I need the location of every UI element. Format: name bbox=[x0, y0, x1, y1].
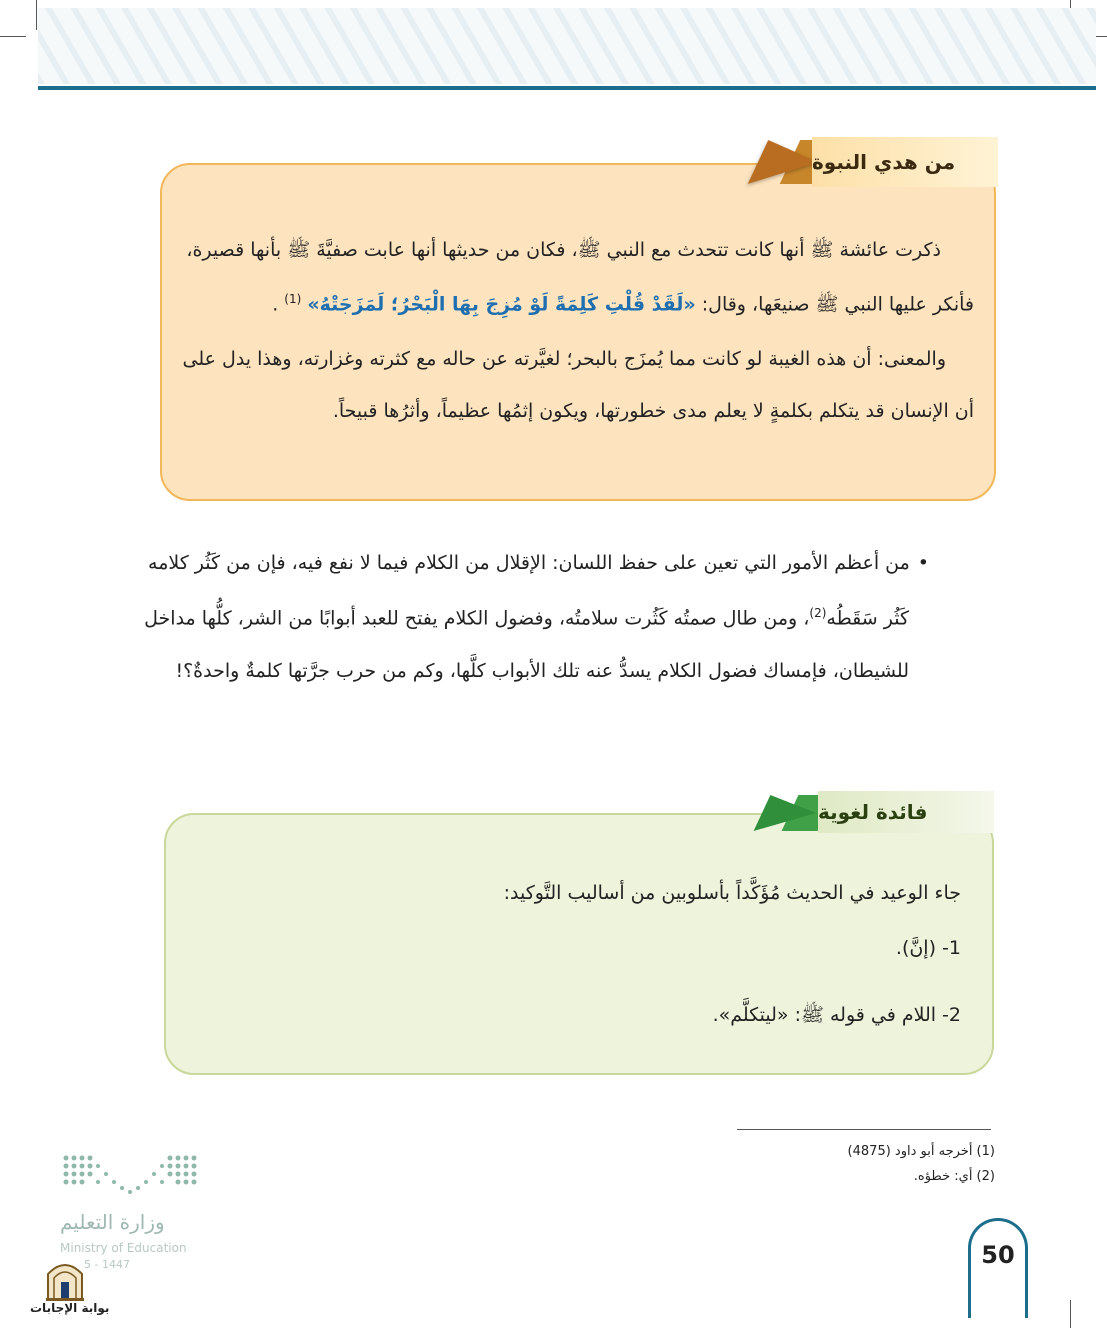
crop-mark bbox=[36, 0, 37, 30]
text-line bbox=[272, 292, 974, 320]
header-pattern bbox=[38, 8, 1096, 84]
hadith-quote: «لَقَدْ قُلْتِ كَلِمَةً لَوْ مُزِجَ بِهَا الْبَحْرُ؛ لَمَزَجَتْهُ» bbox=[307, 293, 696, 316]
ministry-name-en: Ministry of Education bbox=[60, 1241, 187, 1255]
crop-mark bbox=[0, 36, 26, 37]
ministry-year: 5 - 1447 bbox=[84, 1258, 130, 1271]
portal-name: بوابة الإجابات bbox=[30, 1301, 110, 1315]
footnote: (2) أي: خطؤه. bbox=[913, 1169, 995, 1184]
footnote-ref: (1) bbox=[284, 292, 302, 306]
list-item: 2- اللام في قوله ﷺ: «ليتكلَّم». bbox=[712, 1004, 961, 1026]
text-line: والمعنى: أن هذه الغيبة لو كانت مما يُمزَج بالبحر؛ لغيَّرته عن حاله مع كثرته وغزارته، وهذا يدل على bbox=[182, 348, 946, 370]
ministry-logo-icon bbox=[60, 1152, 200, 1202]
bullet-dot: • bbox=[917, 552, 929, 574]
text-line: أن الإنسان قد يتكلم بكلمةٍ لا يعلم مدى خطورتها، ويكون إثمُها عظيماً، وأثرُها قبيحاً. bbox=[332, 400, 974, 422]
crop-mark bbox=[1070, 1300, 1071, 1328]
text-fragment: كَثُر سَقَطُه bbox=[826, 607, 909, 630]
footnote-ref: (2) bbox=[809, 606, 827, 620]
section-title-text: من هدي النبوة bbox=[812, 150, 956, 174]
text-fragment: فأنكر عليها النبي ﷺ صنيعَها، وقال: bbox=[701, 293, 974, 316]
section1-body bbox=[175, 230, 974, 430]
footnote: (1) أخرجه أبو داود (4875) bbox=[847, 1144, 995, 1159]
page-number-badge bbox=[968, 1218, 1028, 1318]
bullet-line: للشيطان، فإمساك فضول الكلام يسدُّ عنه تلك الأبواب كلَّها، وكم من حرب جرَّتها كلمةٌ واحدةٌ؟! bbox=[175, 660, 909, 682]
portal-logo-icon bbox=[44, 1256, 86, 1302]
ministry-name-ar: وزارة التعليم bbox=[60, 1210, 165, 1234]
linguistic-note-box bbox=[164, 813, 994, 1075]
list-item: 1- (إنَّ). bbox=[895, 937, 961, 959]
page-number: 50 bbox=[981, 1241, 1015, 1269]
section-title-linguistic bbox=[818, 791, 994, 833]
footnote-rule bbox=[737, 1129, 991, 1130]
bullet-line bbox=[148, 552, 929, 574]
text-line: ذكرت عائشة ﷺ أنها كانت تتحدث مع النبي ﷺ، فكان من حديثها أنها عابت صفيَّةَ ﷺ بأنها قصيرة، bbox=[186, 239, 941, 261]
header-rule bbox=[38, 86, 1096, 90]
text-fragment: . bbox=[272, 293, 279, 316]
section-title-prophetic bbox=[812, 137, 998, 187]
text-fragment: من أعظم الأمور التي تعين على حفظ اللسان: الإقلال من الكلام فيما لا نفع فيه، فإن من كَثُر كلامه bbox=[148, 552, 910, 574]
section-title-text: فائدة لغوية bbox=[818, 800, 928, 824]
text-line: جاء الوعيد في الحديث مُؤَكَّداً بأسلوبين من أساليب التَّوكيد: bbox=[503, 882, 961, 904]
bullet-line bbox=[144, 606, 909, 629]
text-fragment: ، ومن طال صمتُه كَثُرت سلامتُه، وفضول الكلام يفتح للعبد أبوابًا من الشر، كلُّها مداخل bbox=[144, 607, 810, 630]
